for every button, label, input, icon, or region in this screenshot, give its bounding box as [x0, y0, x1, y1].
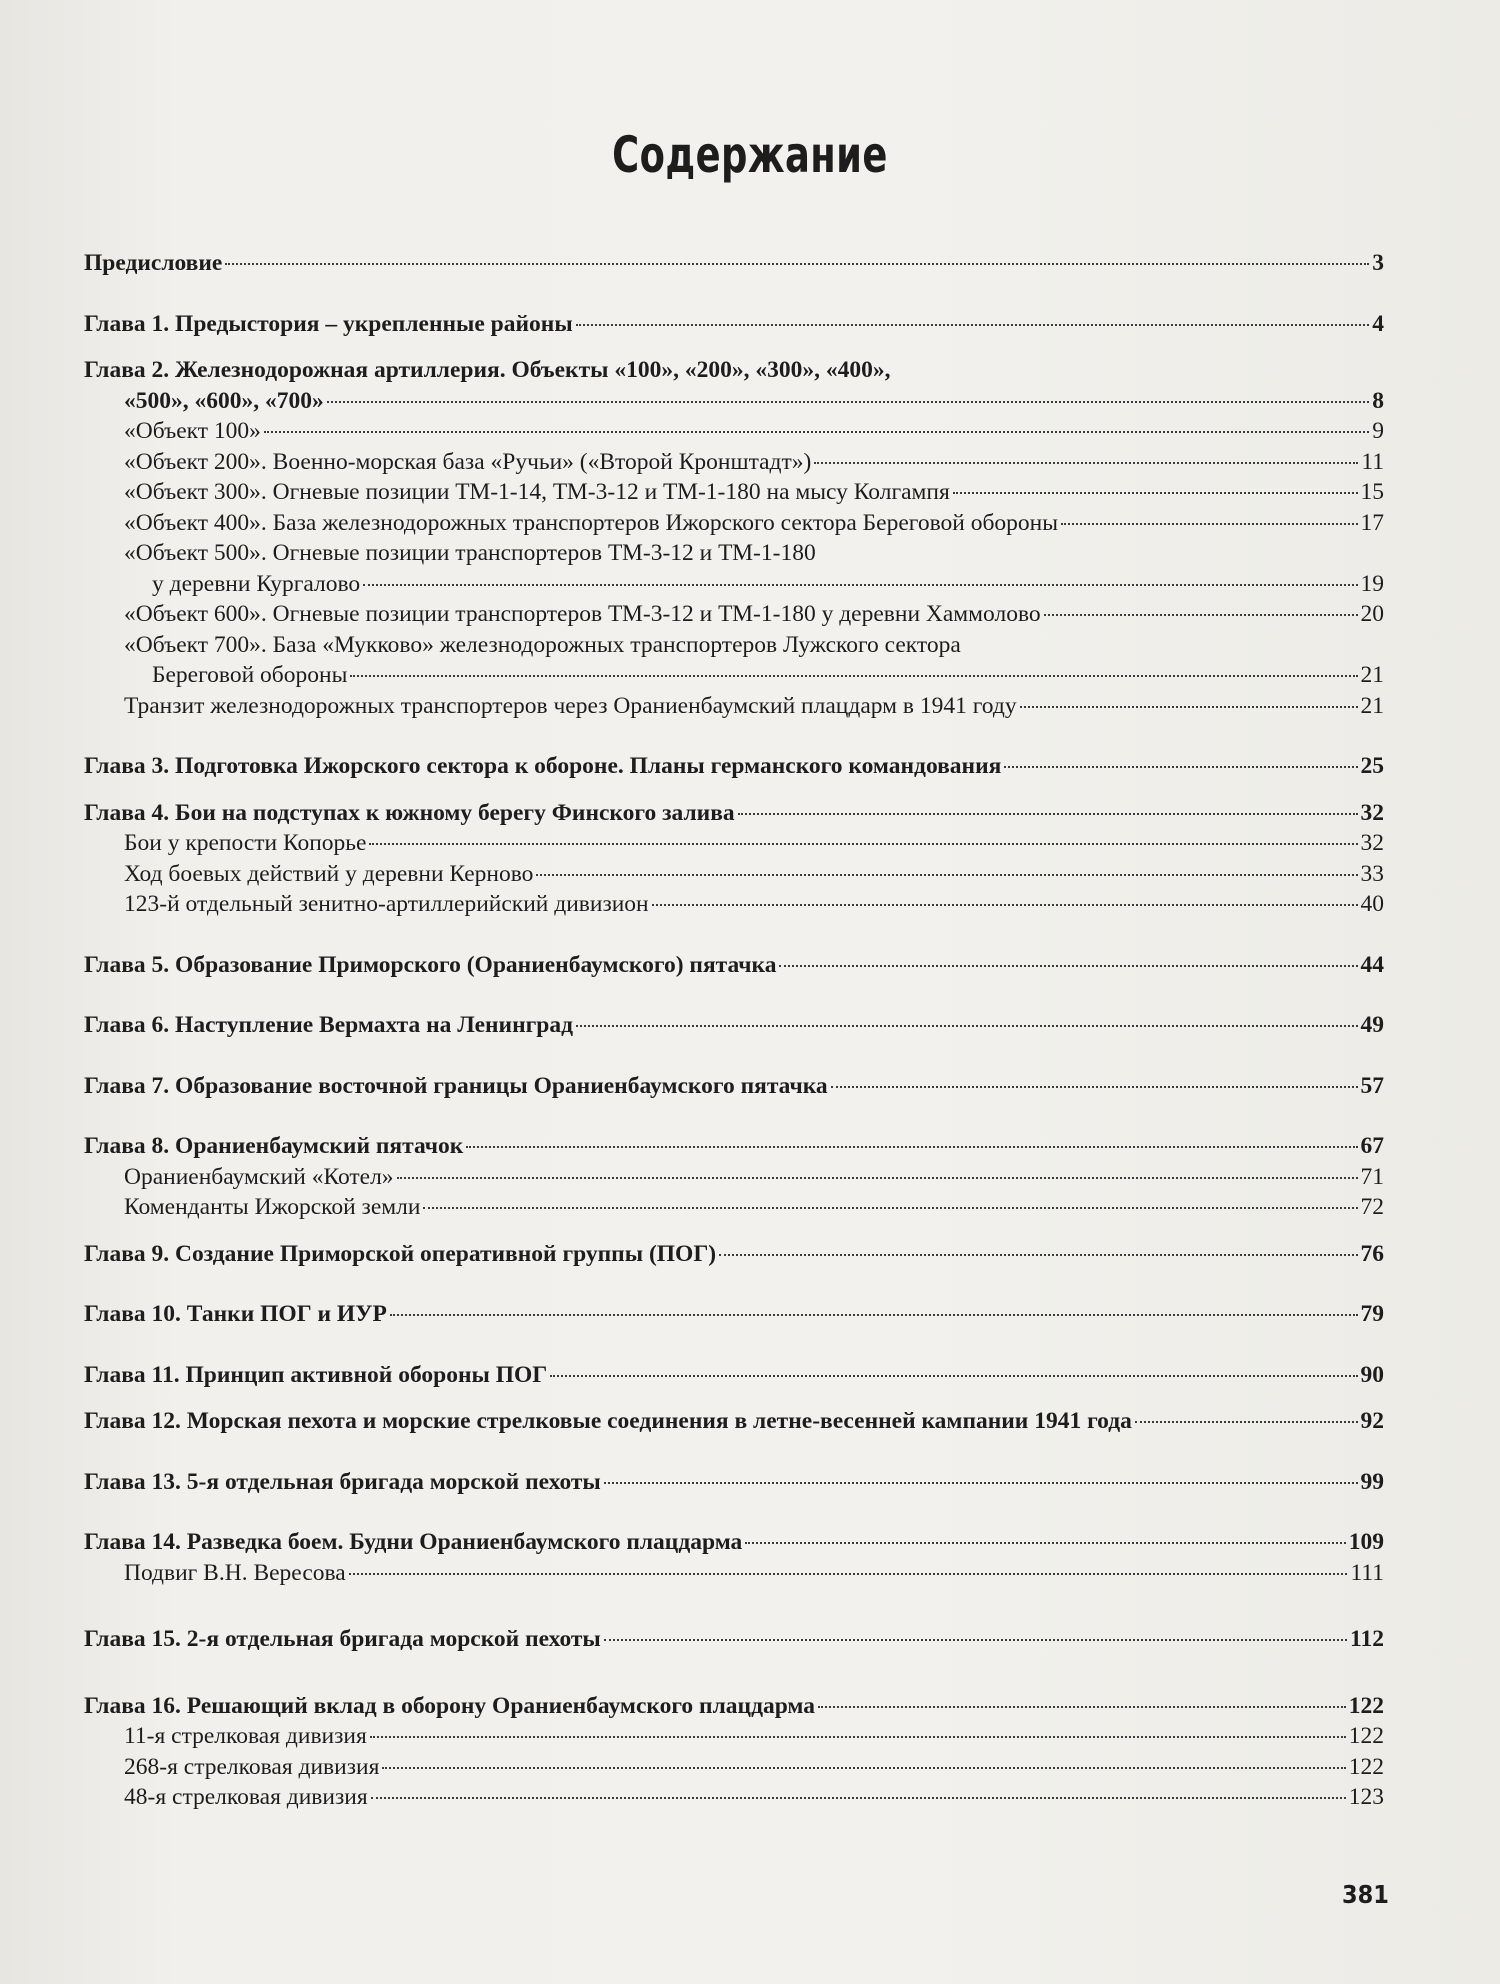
toc-entry-title: Глава 8. Ораниенбаумский пятачок: [84, 1133, 464, 1159]
dot-leader: [576, 1025, 1357, 1027]
toc-entry-title: Глава 6. Наступление Вермахта на Ленинград: [84, 1012, 574, 1038]
toc-entry-title: Коменданты Ижорской земли: [124, 1194, 421, 1220]
toc-entry-title: Подвиг В.Н. Вересова: [124, 1559, 346, 1586]
toc-entry-chapter-3: [84, 751, 1384, 782]
toc-page-number: 21: [1360, 662, 1384, 688]
dot-leader: [371, 1797, 1346, 1799]
toc-entry-123-division: [84, 889, 1384, 920]
toc-entry-chapter-11: [84, 1360, 1384, 1391]
toc-entry-title: Глава 1. Предыстория – укрепленные районы: [84, 310, 573, 337]
dot-leader: [536, 874, 1357, 876]
dot-leader: [1004, 766, 1357, 768]
toc-page-number: 72: [1360, 1194, 1384, 1220]
toc-entry-title: «Объект 100»: [124, 418, 261, 444]
toc-page-number: 99: [1360, 1468, 1384, 1495]
toc-entry-title: у деревни Кургалово: [152, 570, 361, 597]
toc-page-number: 90: [1360, 1361, 1384, 1388]
dot-leader: [652, 904, 1358, 906]
toc-entry-title: Ораниенбаумский «Котел»: [124, 1163, 394, 1190]
dot-leader: [466, 1146, 1357, 1148]
toc-entry-chapter-2: [84, 386, 1384, 417]
toc-entry-koporye: [84, 828, 1384, 859]
toc-entry-title: Предисловие: [84, 250, 223, 276]
toc-page-number: 40: [1360, 891, 1384, 917]
toc-entry-chapter-5: [84, 950, 1384, 981]
dot-leader: [576, 324, 1370, 326]
dot-leader: [370, 1736, 1346, 1738]
toc-page-number: 122: [1348, 1723, 1384, 1749]
toc-page-number: 32: [1360, 830, 1384, 856]
toc-entry-object-200: [84, 447, 1384, 478]
toc-entry-chapter-8: [84, 1131, 1384, 1162]
toc-page-number: 109: [1348, 1529, 1384, 1555]
toc-entry-commandants: [84, 1192, 1384, 1223]
toc-page-number: 44: [1360, 951, 1384, 978]
toc-page-number: 20: [1360, 601, 1384, 627]
dot-leader: [397, 1177, 1358, 1179]
toc-entry-title: Глава 4. Бои на подступах к южному берегу Финского залива: [84, 799, 735, 826]
toc-entry-title: 123-й отдельный зенитно-артиллерийский дивизион: [124, 891, 649, 917]
toc-entry-object-100: [84, 416, 1384, 447]
dot-leader: [423, 1207, 1357, 1209]
dot-leader: [1020, 706, 1358, 708]
toc-entry-object-400: [84, 508, 1384, 539]
dot-leader: [1061, 523, 1357, 525]
toc-entry-268-division: [84, 1752, 1384, 1783]
toc-page-number: 8: [1372, 387, 1384, 414]
toc-entry-object-300: [84, 477, 1384, 508]
dot-leader: [1044, 614, 1358, 616]
toc-entry-chapter-7: [84, 1071, 1384, 1102]
toc-entry-title: Глава 15. 2-я отдельная бригада морской пехоты: [84, 1626, 601, 1652]
dot-leader: [369, 843, 1357, 845]
toc-page-number: 19: [1360, 570, 1384, 597]
toc-entry-preface: [84, 248, 1384, 279]
toc-entry-title: Глава 7. Образование восточной границы Ораниенбаумского пятачка: [84, 1072, 828, 1099]
toc-entry-object-600: [84, 599, 1384, 630]
toc-entry-chapter-10: [84, 1299, 1384, 1330]
toc-page-number: 76: [1360, 1240, 1384, 1267]
toc-entry-object-500: [84, 569, 1384, 600]
dot-leader: [814, 462, 1358, 464]
toc-page-number: 122: [1348, 1753, 1384, 1780]
toc-entry-chapter-6: [84, 1010, 1384, 1041]
dot-leader: [264, 431, 1369, 433]
dot-leader: [818, 1706, 1346, 1708]
toc-entry-chapter-14: [84, 1527, 1384, 1558]
dot-leader: [779, 965, 1357, 967]
toc-page-number: 11: [1361, 448, 1384, 475]
dot-leader: [349, 1573, 1348, 1575]
toc-page-number: 21: [1360, 692, 1384, 719]
toc-entry-title: «Объект 300». Огневые позиции ТМ-1-14, ТМ-3-12 и ТМ-1-180 на мысу Колгампя: [124, 479, 950, 505]
dot-leader: [953, 492, 1358, 494]
toc-page-number: 123: [1348, 1784, 1384, 1810]
dot-leader: [604, 1482, 1358, 1484]
toc-entry-title: «500», «600», «700»: [124, 387, 324, 414]
toc-entry-title: Береговой обороны: [152, 662, 348, 688]
dot-leader: [225, 263, 1369, 265]
dot-leader: [327, 401, 1370, 403]
dot-leader: [738, 813, 1358, 815]
dot-leader: [363, 584, 1357, 586]
toc-page-number: 57: [1360, 1072, 1384, 1099]
toc-page-number: 25: [1360, 753, 1384, 779]
toc-page-number: 17: [1360, 509, 1384, 536]
page-number: 381: [1342, 1880, 1389, 1909]
toc-entry-kernovo: [84, 859, 1384, 890]
toc-entry-object-500-line-1: «Объект 500». Огневые позиции транспортеров ТМ-3-12 и ТМ-1-180: [124, 540, 816, 566]
toc-entry-title: Глава 12. Морская пехота и морские стрелковые соединения в летне-весенней кампании 1941 года: [84, 1408, 1132, 1434]
toc-entry-title: Глава 3. Подготовка Ижорского сектора к обороне. Планы германского командования: [84, 753, 1002, 779]
toc-entry-transit: [84, 691, 1384, 722]
toc-entry-chapter-12: [84, 1406, 1384, 1437]
toc-page-number: 32: [1360, 799, 1384, 826]
toc-entry-title: 268-я стрелковая дивизия: [124, 1753, 380, 1780]
toc-entry-title: Ход боевых действий у деревни Керново: [124, 860, 534, 887]
toc-entry-kotel: [84, 1162, 1384, 1193]
toc-entry-title: Транзит железнодорожных транспортеров через Ораниенбаумский плацдарм в 1941 году: [124, 692, 1017, 719]
dot-leader: [831, 1086, 1358, 1088]
toc-page-number: 92: [1360, 1408, 1384, 1434]
dot-leader: [1135, 1421, 1358, 1423]
toc-entry-chapter-9: [84, 1239, 1384, 1270]
toc-entry-11-division: [84, 1721, 1384, 1752]
dot-leader: [350, 675, 1357, 677]
toc-page-number: 9: [1372, 418, 1384, 444]
dot-leader: [745, 1542, 1345, 1544]
toc-entry-chapter-1: [84, 309, 1384, 340]
toc-entry-chapter-15: [84, 1624, 1384, 1655]
dot-leader: [390, 1314, 1358, 1316]
toc-entry-object-700-line-1: «Объект 700». База «Мукково» железнодорожных транспортеров Лужского сектора: [124, 631, 961, 658]
toc-entry-object-700: [84, 660, 1384, 691]
toc-entry-veresov: [84, 1558, 1384, 1589]
toc-page-number: 79: [1360, 1301, 1384, 1327]
toc-page-number: 3: [1372, 250, 1384, 276]
toc-entry-chapter-13: [84, 1467, 1384, 1498]
toc-page-number: 15: [1360, 479, 1384, 505]
toc-page-number: 112: [1350, 1626, 1384, 1652]
toc-page-number: 111: [1350, 1559, 1384, 1586]
toc-entry-title: Глава 13. 5-я отдельная бригада морской пехоты: [84, 1468, 601, 1495]
dot-leader: [604, 1639, 1347, 1641]
toc-entry-chapter-2-line-1: Глава 2. Железнодорожная артиллерия. Объекты «100», «200», «300», «400»,: [84, 357, 891, 383]
toc-entry-title: Глава 11. Принцип активной обороны ПОГ: [84, 1361, 548, 1388]
toc-entry-title: Глава 5. Образование Приморского (Ораниенбаумского) пятачка: [84, 951, 777, 978]
toc-entry-title: Глава 10. Танки ПОГ и ИУР: [84, 1301, 387, 1327]
toc-page-number: 67: [1360, 1133, 1384, 1159]
toc-page-number: 122: [1348, 1692, 1384, 1719]
dot-leader: [550, 1375, 1357, 1377]
table-of-contents: [84, 248, 1384, 1813]
dot-leader: [382, 1767, 1345, 1769]
toc-entry-title: Бои у крепости Копорье: [124, 830, 367, 856]
toc-entry-title: Глава 9. Создание Приморской оперативной группы (ПОГ): [84, 1240, 717, 1267]
toc-entry-48-division: [84, 1782, 1384, 1813]
toc-entry-title: «Объект 200». Военно-морская база «Ручьи» («Второй Кронштадт»): [124, 448, 812, 475]
page-title: Содержание: [612, 126, 888, 184]
toc-entry-chapter-16: [84, 1691, 1384, 1722]
toc-entry-title: Глава 14. Разведка боем. Будни Ораниенбаумского плацдарма: [84, 1529, 743, 1555]
toc-entry-title: 11-я стрелковая дивизия: [124, 1723, 367, 1749]
toc-page-number: 71: [1360, 1163, 1384, 1190]
toc-entry-chapter-4: [84, 798, 1384, 829]
toc-entry-title: «Объект 600». Огневые позиции транспортеров ТМ-3-12 и ТМ-1-180 у деревни Хаммолово: [124, 601, 1041, 627]
toc-page-number: 4: [1372, 310, 1384, 337]
toc-entry-title: «Объект 400». База железнодорожных транспортеров Ижорского сектора Береговой обороны: [124, 509, 1059, 536]
toc-entry-title: Глава 16. Решающий вклад в оборону Ораниенбаумского плацдарма: [84, 1692, 816, 1719]
toc-entry-title: 48-я стрелковая дивизия: [124, 1784, 368, 1810]
toc-page-number: 33: [1360, 860, 1384, 887]
toc-page-number: 49: [1360, 1012, 1384, 1038]
dot-leader: [719, 1254, 1357, 1256]
